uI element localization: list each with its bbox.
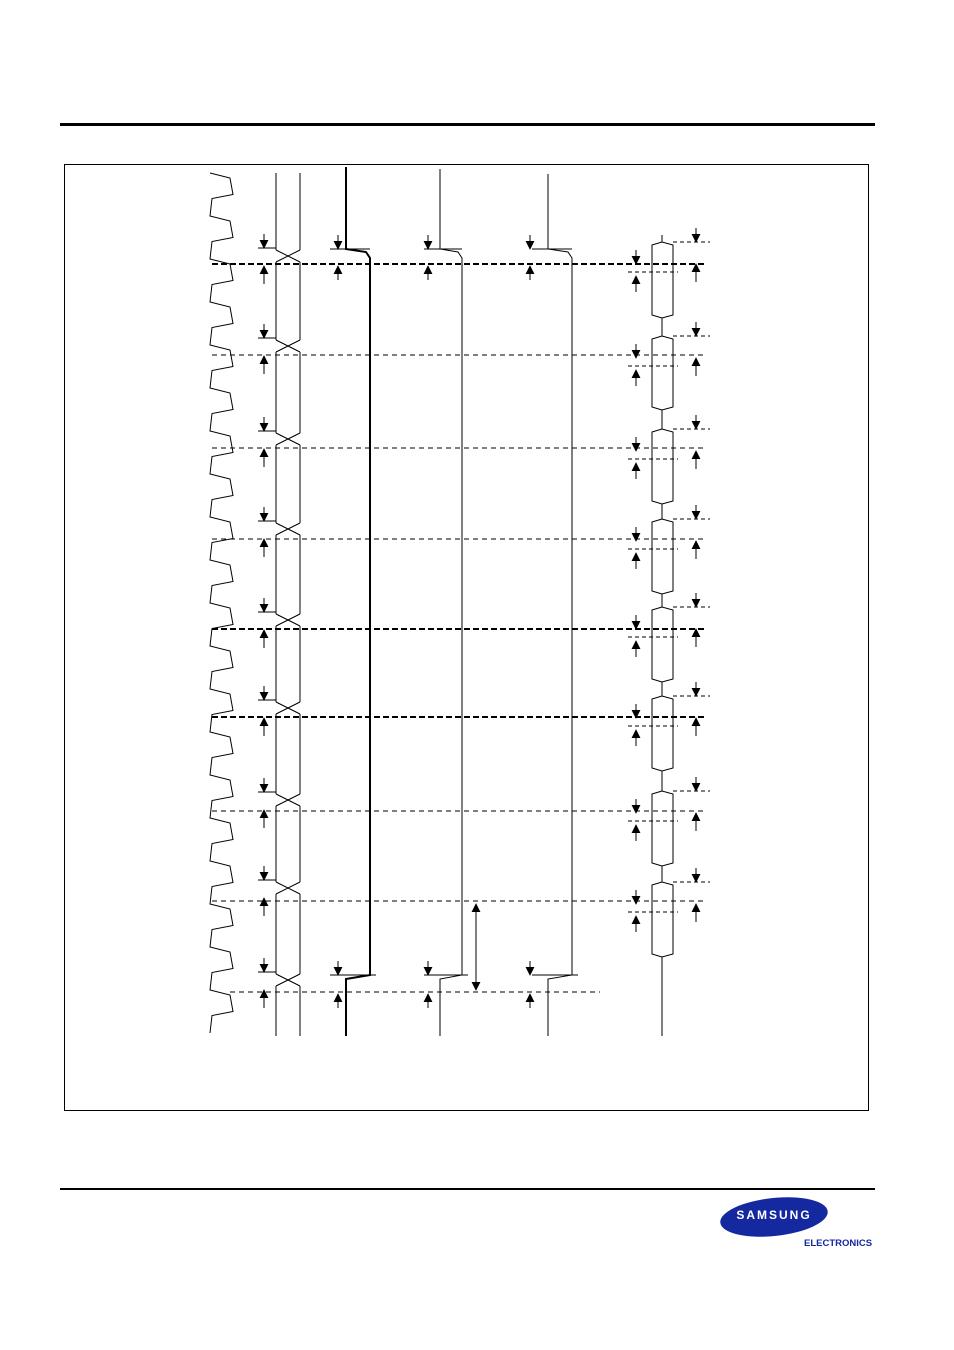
strobe-pulse bbox=[652, 882, 673, 957]
timing-reference-lines bbox=[212, 264, 706, 992]
strobe-pulse bbox=[652, 242, 673, 318]
logo-division: ELECTRONICS bbox=[804, 1238, 873, 1249]
strobe-pulse bbox=[652, 607, 673, 682]
bus-crossover bbox=[276, 433, 300, 445]
control-signal-2 bbox=[440, 169, 462, 1036]
control-signal-waveforms bbox=[330, 167, 578, 1036]
strobe-pulse bbox=[652, 336, 673, 410]
control-signal-1 bbox=[346, 167, 370, 1036]
bus-crossover bbox=[276, 523, 300, 535]
data-strobe-waveform bbox=[628, 235, 710, 1036]
bus-crossover bbox=[276, 794, 300, 806]
bus-crossover bbox=[276, 614, 300, 626]
strobe-pulse bbox=[652, 791, 673, 866]
logo-wordmark: SAMSUNG bbox=[736, 1208, 812, 1222]
control-signal-3 bbox=[548, 174, 572, 1036]
samsung-logo bbox=[720, 1198, 873, 1254]
bus-crossover bbox=[276, 702, 300, 714]
strobe-pulse bbox=[652, 519, 673, 594]
clock-waveform bbox=[210, 173, 233, 1033]
bus-crossover bbox=[276, 250, 300, 262]
timing-arrows bbox=[264, 228, 696, 1008]
bus-crossover bbox=[276, 882, 300, 894]
bottom-rule bbox=[60, 1188, 875, 1190]
bus-crossover bbox=[276, 340, 300, 352]
clock-trace bbox=[210, 173, 233, 1033]
strobe-pulse bbox=[652, 696, 673, 771]
bus-crossover bbox=[276, 974, 300, 986]
strobe-pulse bbox=[652, 429, 673, 504]
